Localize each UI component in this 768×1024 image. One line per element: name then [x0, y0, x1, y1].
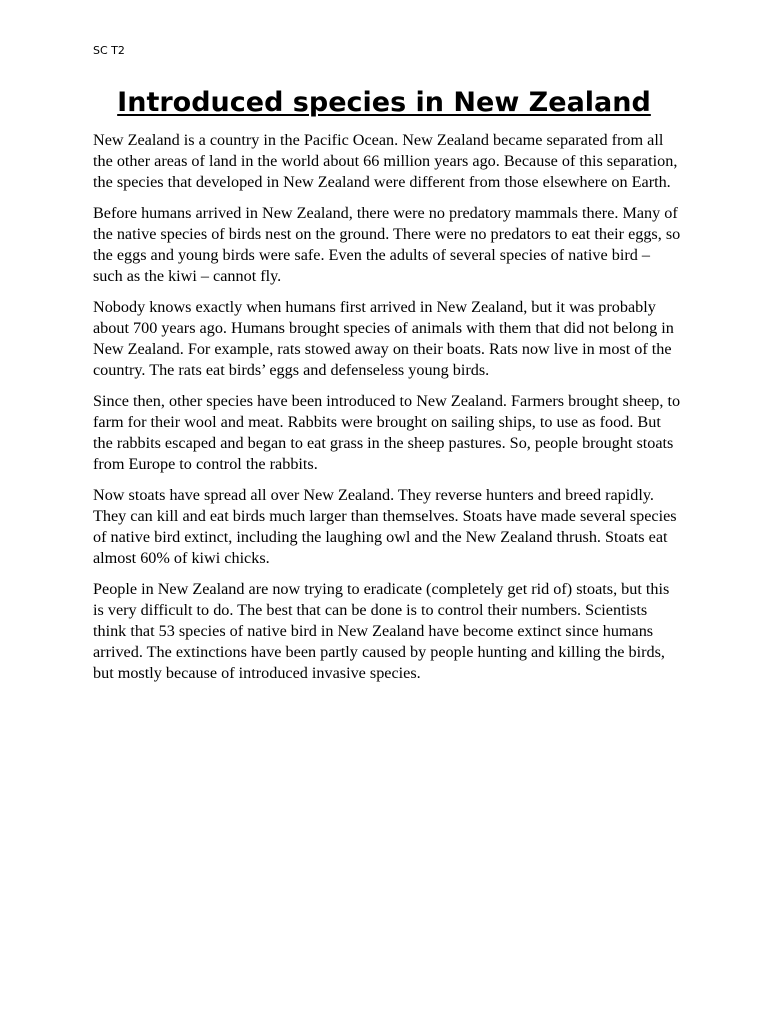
paragraph-5: Now stoats have spread all over New Zealand. They reverse hunters and breed rapidly. They can kill and eat birds much larger than themselves. Stoats have made several species of native bird extinct, including the laughing owl and the New Zealand thrush. Stoats eat almost 60% of kiwi chicks.: [93, 486, 677, 567]
header-code: SC T2: [93, 44, 125, 57]
paragraph-4: Since then, other species have been introduced to New Zealand. Farmers brought sheep, to farm for their wool and meat. Rabbits were brought on sailing ships, to use as food. But the rabbits escaped and began to eat grass in the sheep pastures. So, people brought stoats from Europe to control the rabbits.: [93, 392, 681, 473]
paragraph-2: Before humans arrived in New Zealand, there were no predatory mammals there. Many of the native species of birds nest on the ground. There were no predators to eat their eggs, so the eggs and young birds were safe. Even the adults of several species of native bird – such as the kiwi – cannot fly.: [93, 204, 681, 285]
document-title: Introduced species in New Zealand: [117, 87, 651, 118]
document-body: [93, 130, 683, 694]
paragraph-3: Nobody knows exactly when humans first arrived in New Zealand, but it was probably about 700 years ago. Humans brought species of animals with them that did not belong in New Zealand. For example, rats stowed away on their boats. Rats now live in most of the country. The rats eat birds’ eggs and defenseless young birds.: [93, 298, 674, 379]
paragraph-1: New Zealand is a country in the Pacific Ocean. New Zealand became separated from all the other areas of land in the world about 66 million years ago. Because of this separation, the species that developed in New Zealand were different from those elsewhere on Earth.: [93, 131, 678, 191]
paragraph-6: People in New Zealand are now trying to eradicate (completely get rid of) stoats, but this is very difficult to do. The best that can be done is to control their numbers. Scientists think that 53 species of native bird in New Zealand have become extinct since humans arrived. The extinctions have been partly caused by people hunting and killing the birds, but mostly because of introduced invasive species.: [93, 580, 670, 682]
